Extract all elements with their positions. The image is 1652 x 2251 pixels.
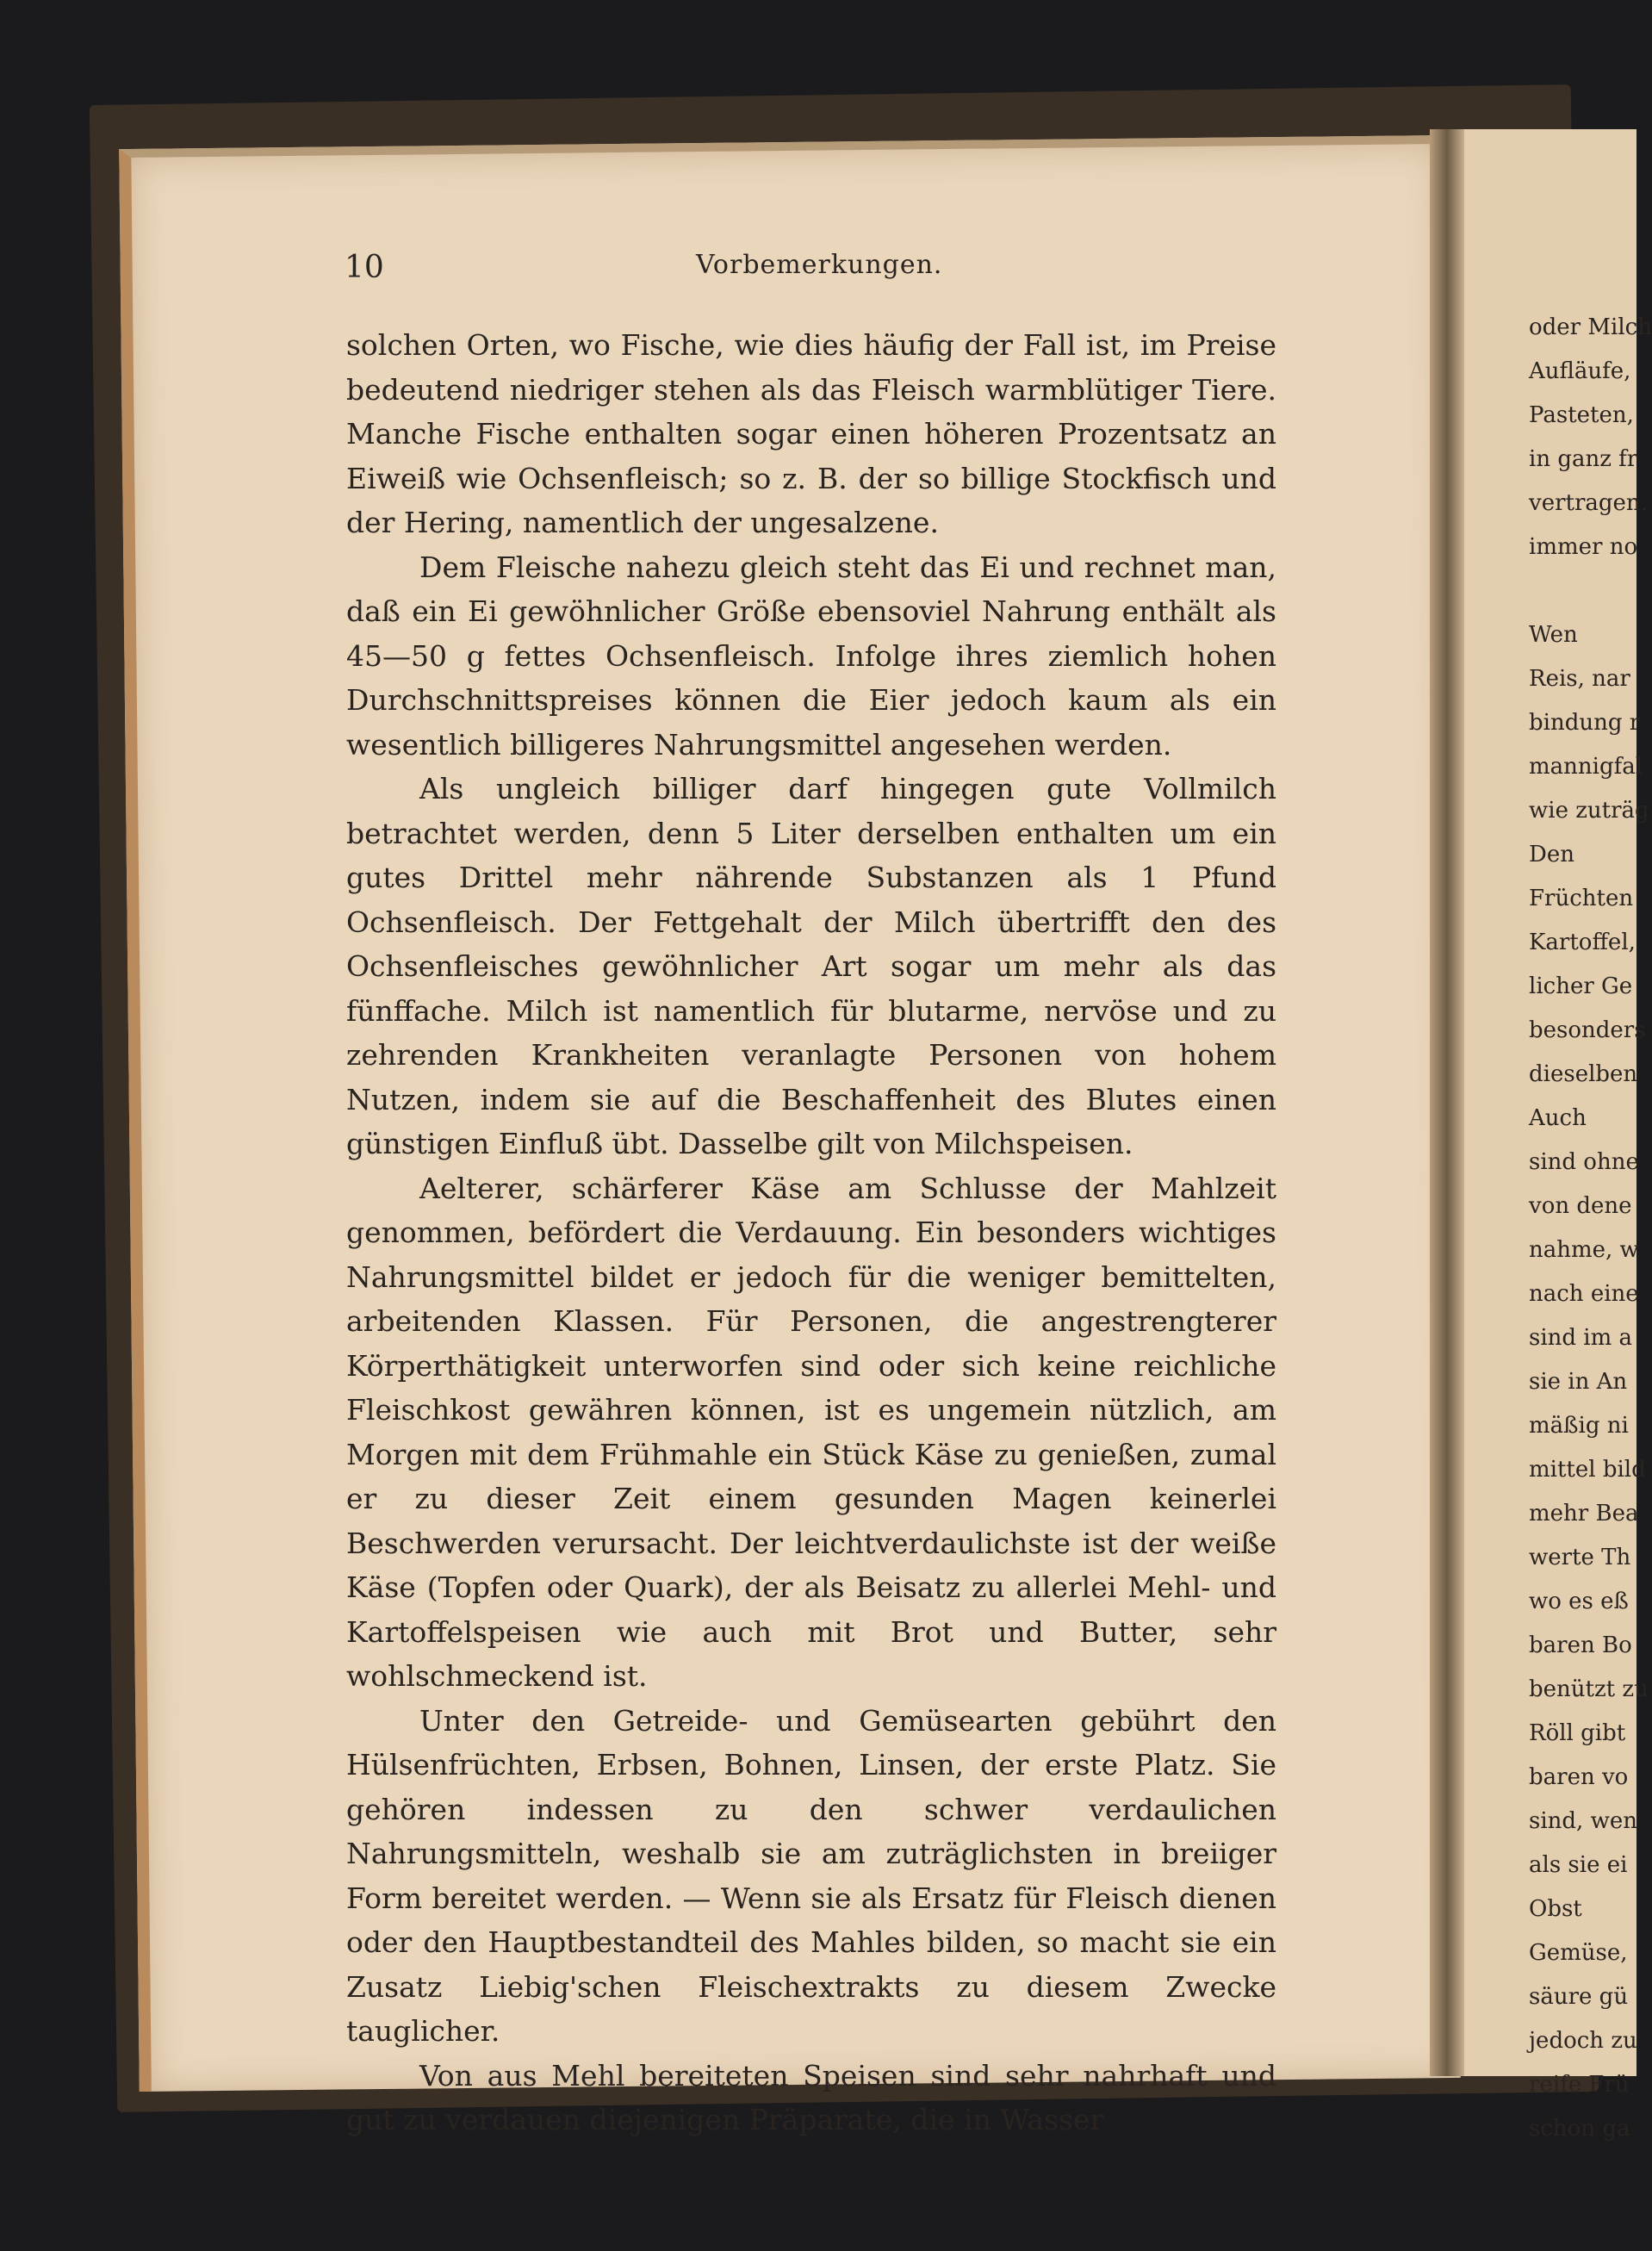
facing-page-line: schon ga <box>1529 2116 1630 2142</box>
facing-page-line: sind ohne <box>1529 1149 1639 1175</box>
facing-page-line: von dene <box>1529 1193 1632 1219</box>
facing-page-line: nahme, w <box>1529 1237 1639 1263</box>
body-text <box>346 323 1276 2142</box>
facing-page-line: benützt zu <box>1529 1676 1649 1702</box>
facing-page-line: Röll gibt <box>1529 1720 1626 1746</box>
facing-page-line: mannigfal <box>1529 754 1643 780</box>
page-number: 10 <box>345 250 384 285</box>
facing-page-line: immer no <box>1529 534 1638 560</box>
facing-page-line: säure gü <box>1529 1984 1629 2010</box>
facing-page-line: baren vo <box>1529 1764 1629 1790</box>
book-gutter <box>1430 129 1464 2076</box>
facing-page-line: Reis, nar <box>1529 666 1630 692</box>
facing-page-line: Auch <box>1529 1105 1587 1131</box>
paragraph-5: Unter den Getreide- und Gemüsearten gebührt den Hülsenfrüchten, Erbsen, Bohnen, Linsen, der erste Platz. Sie gehören indessen zu den schwer verdaulichen Nahrungsmitteln, weshalb sie am zuträglichsten in breiiger Form bereitet werden. — Wenn sie als Ersatz für Fleisch dienen oder den Hauptbestandteil des Mahles bilden, so macht sie ein Zusatz Liebig'schen Fleischextrakts zu diesem Zwecke tauglicher. <box>346 1703 1276 2048</box>
facing-page-line: Gemüse, <box>1529 1940 1628 1966</box>
facing-page-line: Den <box>1529 842 1574 867</box>
facing-page-line: Kartoffel, <box>1529 930 1636 955</box>
facing-page-line: in ganz fr <box>1529 446 1638 472</box>
facing-page-line: dieselben <box>1529 1061 1638 1087</box>
facing-page-line: sind im a <box>1529 1325 1633 1351</box>
facing-page-line: mäßig ni <box>1529 1413 1629 1439</box>
facing-page-line: licher Ge <box>1529 973 1633 999</box>
facing-page-line: werte Th <box>1529 1545 1631 1570</box>
facing-page-line: nach eine <box>1529 1281 1639 1307</box>
facing-page-line: mehr Bea <box>1529 1501 1639 1527</box>
paragraph-3: Als ungleich billiger darf hingegen gute Vollmilch betrachtet werden, denn 5 Liter derselben enthalten um ein gutes Drittel mehr nährende Substanzen als 1 Pfund Ochsenfleisch. Der Fettgehalt der Milch übertrifft den des Ochsenfleisches gewöhnlicher Art sogar um mehr als das fünffache. Milch ist namentlich für blutarme, nervöse und zu zehrenden Krankheiten veranlagte Personen von hohem Nutzen, indem sie auf die Beschaffenheit des Blutes einen günstigen Einfluß übt. Dasselbe gilt von Milchspeisen. <box>346 772 1276 1160</box>
facing-page-line: Aufläufe, <box>1529 358 1631 384</box>
page-header <box>345 250 1292 293</box>
facing-page-line: mittel bild <box>1529 1457 1646 1483</box>
facing-page-line: baren Bo <box>1529 1632 1632 1658</box>
paragraph-2: Dem Fleische nahezu gleich steht das Ei und rechnet man, daß ein Ei gewöhnlicher Größe ebensoviel Nahrung enthält als 45—50 g fettes Ochsenfleisch. Infolge ihres ziemlich hohen Durchschnittspreises können die Eier jedoch kaum als ein wesentlich billigeres Nahrungsmittel angesehen werden. <box>346 550 1276 762</box>
facing-page-line: Früchten <box>1529 886 1634 911</box>
facing-page-line: wie zuträg <box>1529 798 1649 824</box>
facing-page-line: besonders <box>1529 1017 1646 1043</box>
facing-page-line: reife Frü <box>1529 2072 1630 2098</box>
paragraph-4: Aelterer, schärferer Käse am Schlusse der Mahlzeit genommen, befördert die Verdauung. Ein besonders wichtiges Nahrungsmittel bildet er jedoch für die weniger bemittelten, arbeitenden Klassen. Für Personen, die angestrengterer Körperthätigkeit unterworfen sind oder sich keine reichliche Fleischkost gewähren können, ist es ungemein nützlich, am Morgen mit dem Frühmahle ein Stück Käse zu genießen, zumal er zu dieser Zeit einem gesunden Magen keinerlei Beschwerden verursacht. Der leichtverdaulichste ist der weiße Käse (Topfen oder Quark), der als Beisatz zu allerlei Mehl- und Kartoffelspeisen wie auch mit Brot und Butter, sehr wohlschmeckend ist. <box>346 1171 1276 1693</box>
facing-page-line: Obst <box>1529 1896 1582 1922</box>
facing-page-line: oder Milch <box>1529 314 1652 340</box>
facing-page-line: sie in An <box>1529 1369 1628 1395</box>
facing-page-line: wo es eß <box>1529 1589 1629 1614</box>
paragraph-6: Von aus Mehl bereiteten Speisen sind sehr nahrhaft und gut zu verdauen diejenigen Präparate, die in Wasser <box>346 2058 1276 2136</box>
facing-page-line: sind, wen <box>1529 1808 1637 1834</box>
paragraph-1: solchen Orten, wo Fische, wie dies häufig der Fall ist, im Preise bedeutend niedriger stehen als das Fleisch warmblütiger Tiere. Manche Fische enthalten sogar einen höheren Prozentsatz an Eiweiß wie Ochsenfleisch; so z. B. der so billige Stockfisch und der Hering, namentlich der ungesalzene. <box>346 328 1276 539</box>
facing-page-line: Pasteten, <box>1529 402 1634 428</box>
facing-page-line: bindung r <box>1529 710 1641 736</box>
facing-page-line: vertragen. <box>1529 490 1648 516</box>
facing-page-line: jedoch zu <box>1529 2028 1637 2054</box>
running-head: Vorbemerkungen. <box>696 250 943 280</box>
facing-page-line: Wen <box>1529 622 1578 648</box>
facing-page-text <box>1529 306 1652 2151</box>
facing-page-line <box>1529 569 1641 613</box>
facing-page-line: als sie ei <box>1529 1852 1628 1878</box>
